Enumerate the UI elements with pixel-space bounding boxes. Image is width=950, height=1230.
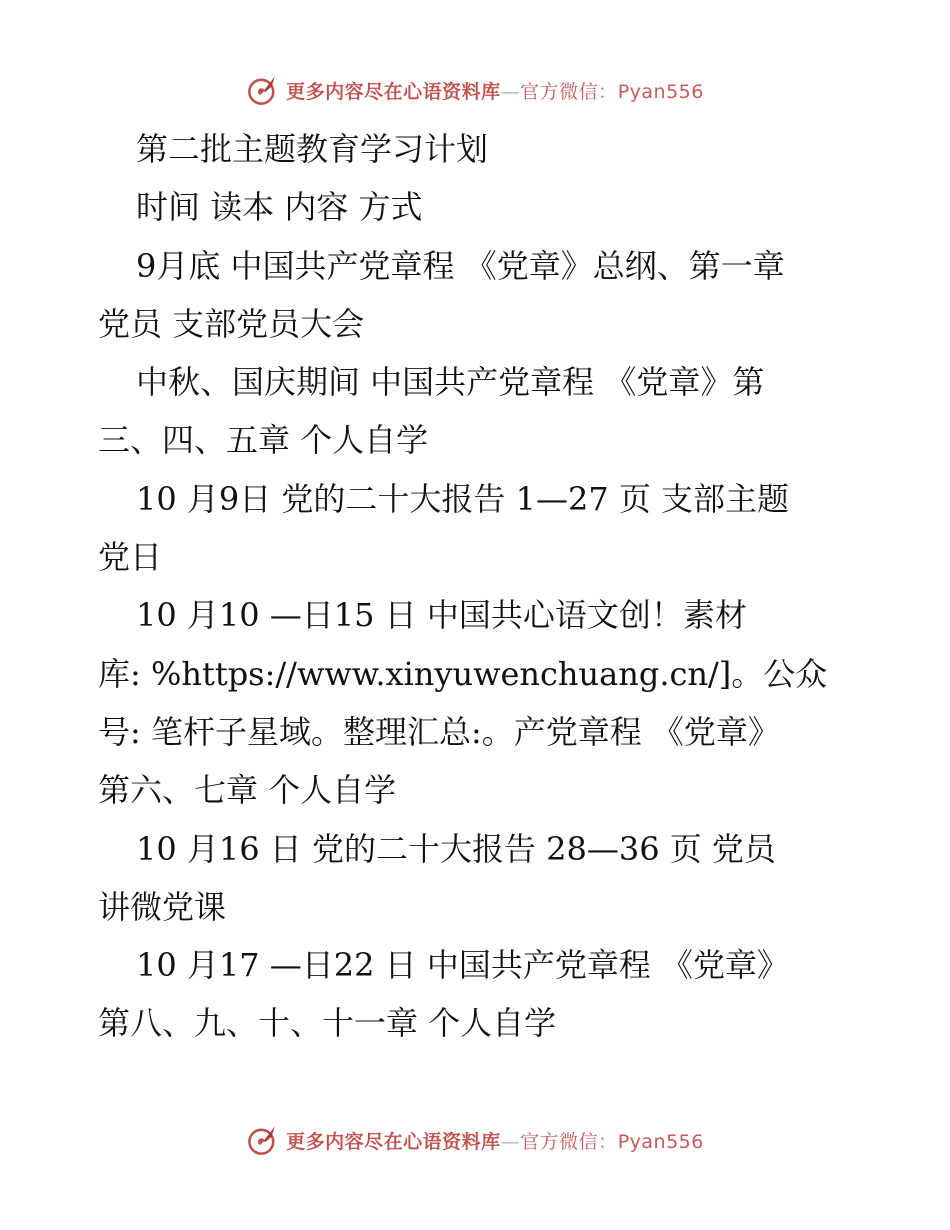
plan-entry-line: 第六、七章 个人自学: [98, 771, 397, 810]
table-header-line: 时间 读本 内容 方式: [136, 188, 423, 227]
plan-entry-line: 10 月16 日 党的二十大报告 28—36 页 党员: [136, 829, 776, 868]
plan-entry-line: 库: %https://www.xinyuwenchuang.cn/]。公众: [98, 654, 828, 693]
plan-entry-line: 10 月17 —日22 日 中国共产党章程 《党章》: [136, 946, 790, 985]
footer-watermark: [0, 1120, 950, 1160]
quill-logo-icon: [246, 1123, 280, 1157]
plan-entry-line: 第八、九、十、十一章 个人自学: [98, 1004, 557, 1043]
plan-entry-line: 号: 笔杆子星域。整理汇总:。产党章程 《党章》: [98, 712, 780, 751]
watermark-text: 更多内容尽在心语资料库—官方微信：Pyan556: [286, 80, 704, 103]
document-title: 第二批主题教育学习计划: [136, 130, 489, 168]
header-watermark: [0, 70, 950, 110]
quill-logo-icon: [246, 73, 280, 107]
plan-entry-line: 党员 支部党员大会: [98, 304, 365, 343]
plan-entry-line: 10 月9日 党的二十大报告 1—27 页 支部主题: [136, 479, 790, 518]
plan-entry-line: 中秋、国庆期间 中国共产党章程 《党章》第: [136, 363, 765, 402]
plan-entry-line: 10 月10 —日15 日 中国共心语文创！素材: [136, 596, 747, 635]
plan-entry-line: 党日: [98, 538, 163, 577]
plan-entry-line: 9月底 中国共产党章程 《党章》总纲、第一章: [136, 246, 785, 285]
document-body: [98, 120, 858, 1053]
plan-entry-line: 三、四、五章 个人自学: [98, 421, 429, 460]
watermark-text: 更多内容尽在心语资料库—官方微信：Pyan556: [286, 1130, 704, 1153]
plan-entry-line: 讲微党课: [98, 887, 227, 926]
